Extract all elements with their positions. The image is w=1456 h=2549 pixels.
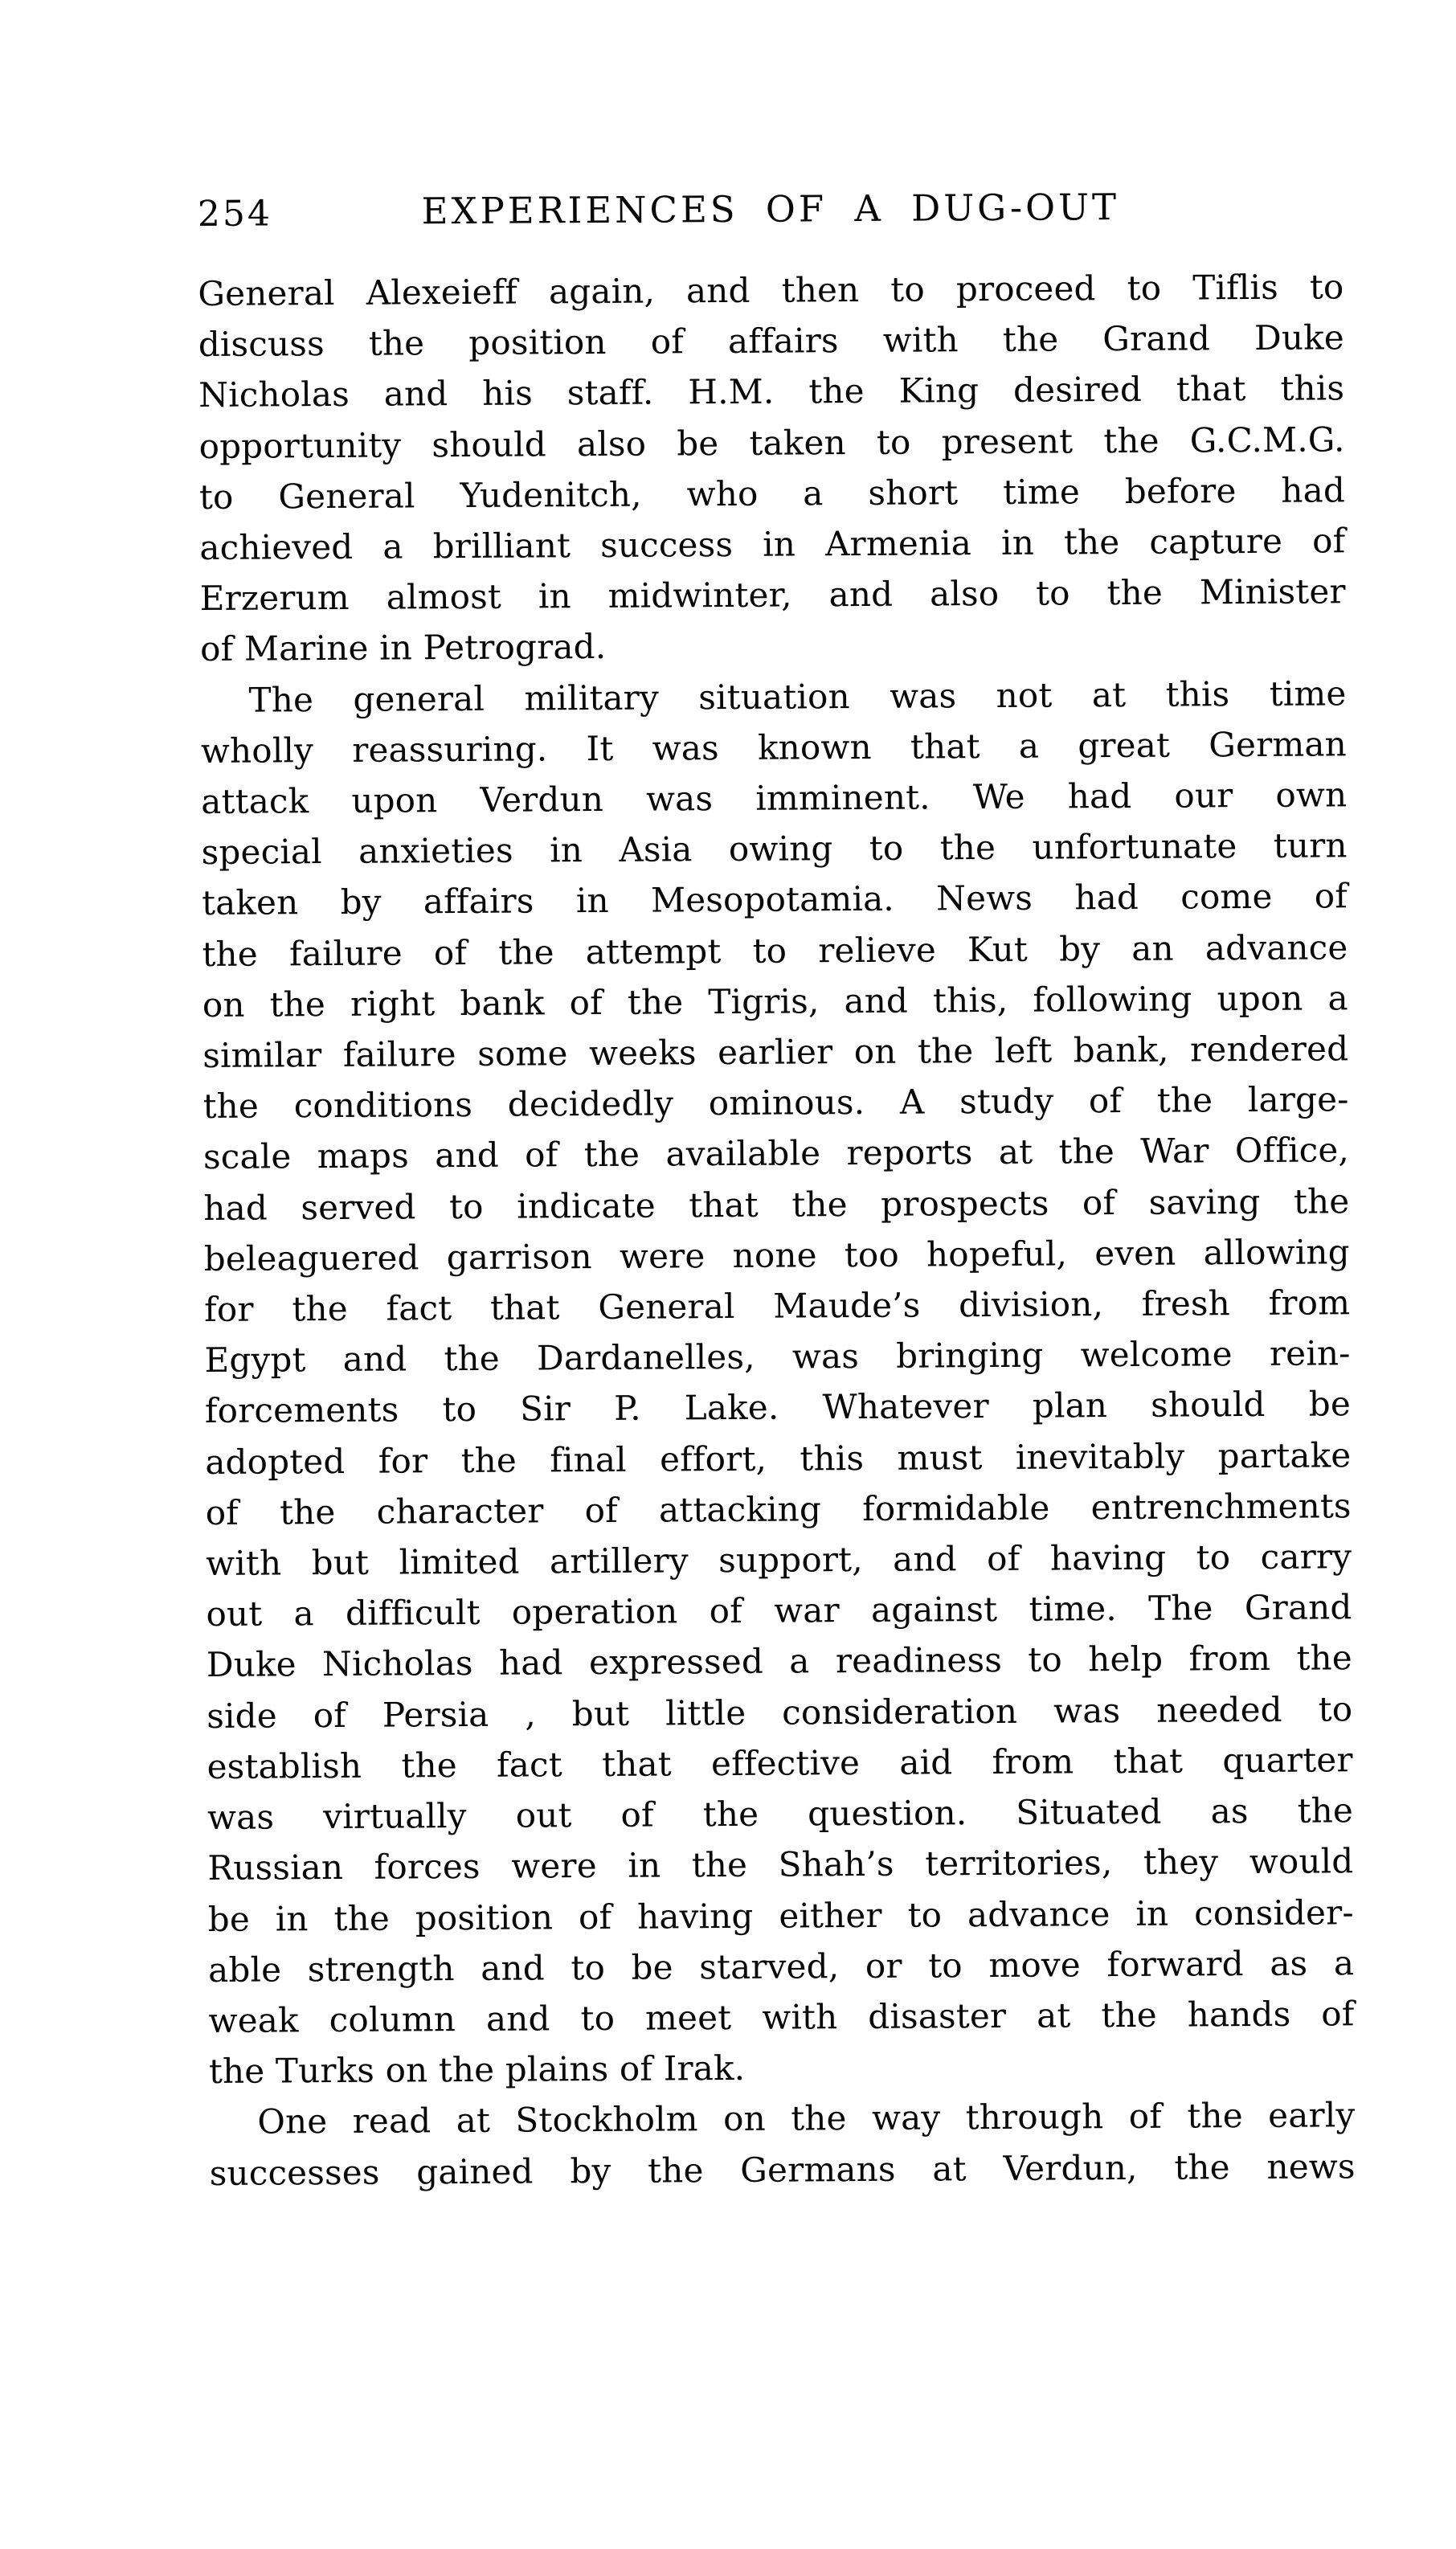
text-line: successes gained by the Germans at Verdun, the news <box>209 2146 1356 2193</box>
text-line: be in the position of having either to advance in consider- <box>207 1892 1354 1939</box>
text-line: opportunity should also be taken to present the G.C.M.G. <box>198 419 1345 466</box>
body-text <box>198 261 1356 2198</box>
paragraph <box>200 668 1355 2097</box>
text-line: on the right bank of the Tigris, and this, following upon a <box>202 978 1348 1025</box>
text-line: General Alexeieff again, and then to proceed to Tiflis to <box>198 267 1344 314</box>
text-line: attack upon Verdun was imminent. We had our own <box>201 775 1348 822</box>
text-line: of Marine in Petrograd. <box>200 627 607 669</box>
text-line: the failure of the attempt to relieve Kut by an advance <box>202 927 1348 974</box>
text-line: the Turks on the plains of Irak. <box>208 2048 746 2092</box>
running-header <box>198 184 1344 241</box>
text-line: wholly reassuring. It was known that a great German <box>200 724 1348 771</box>
running-head-title: EXPERIENCES OF A DUG-OUT <box>421 186 1120 233</box>
text-line: weak column and to meet with disaster at the hands of <box>208 1994 1355 2040</box>
text-line: Duke Nicholas had expressed a readiness to help from the <box>206 1638 1353 1685</box>
text-line: the conditions decidedly ominous. A study of the large- <box>202 1079 1349 1127</box>
text-line: beleaguered garrison were none too hopeful, even allowing <box>203 1232 1350 1279</box>
text-line: Erzerum almost in midwinter, and also to the Minister <box>199 571 1346 619</box>
text-line: for the fact that General Maude’s division, fresh from <box>204 1283 1351 1330</box>
text-line: Egypt and the Dardanelles, was bringing welcome rein- <box>204 1333 1351 1381</box>
text-line: The general military situation was not at this time <box>248 673 1347 720</box>
text-line: scale maps and of the available reports at the War Office, <box>202 1130 1350 1177</box>
text-line: establish the fact that effective aid from that quarter <box>207 1740 1353 1786</box>
text-line: special anxieties in Asia owing to the unfortunate turn <box>201 825 1348 873</box>
paragraph <box>198 261 1346 674</box>
text-line: was virtually out of the question. Situated as the <box>207 1790 1354 1838</box>
text-line: Nicholas and his staff. H.M. the King desired that this <box>198 368 1345 415</box>
text-line: to General Yudenitch, who a short time before had <box>198 470 1346 517</box>
text-line: of the character of attacking formidable entrenchments <box>205 1486 1352 1532</box>
text-line: achieved a brilliant success in Armenia in the capture of <box>199 521 1346 568</box>
text-line: adopted for the final effort, this must inevitably partake <box>205 1434 1352 1482</box>
text-line: discuss the position of affairs with the Grand Duke <box>198 317 1344 365</box>
text-line: out a difficult operation of war against time. The Grand <box>206 1587 1352 1635</box>
text-line: taken by affairs in Mesopotamia. News had come of <box>201 876 1348 923</box>
text-line: forcements to Sir P. Lake. Whatever plan should be <box>204 1384 1352 1431</box>
text-line: with but limited artillery support, and of having to carry <box>205 1536 1352 1584</box>
page-number: 254 <box>197 193 273 235</box>
text-line: Russian forces were in the Shah’s territories, they would <box>207 1841 1354 1888</box>
text-line: had served to indicate that the prospects of saving the <box>203 1180 1350 1228</box>
text-line: One read at Stockholm on the way through of the early <box>257 2095 1356 2142</box>
paragraph <box>209 2090 1356 2199</box>
text-line: similar failure some weeks earlier on the left bank, rendered <box>202 1029 1349 1076</box>
text-line: side of Persia , but little consideration was needed to <box>207 1688 1353 1736</box>
text-line: able strength and to be starved, or to move forward as a <box>208 1942 1355 1990</box>
